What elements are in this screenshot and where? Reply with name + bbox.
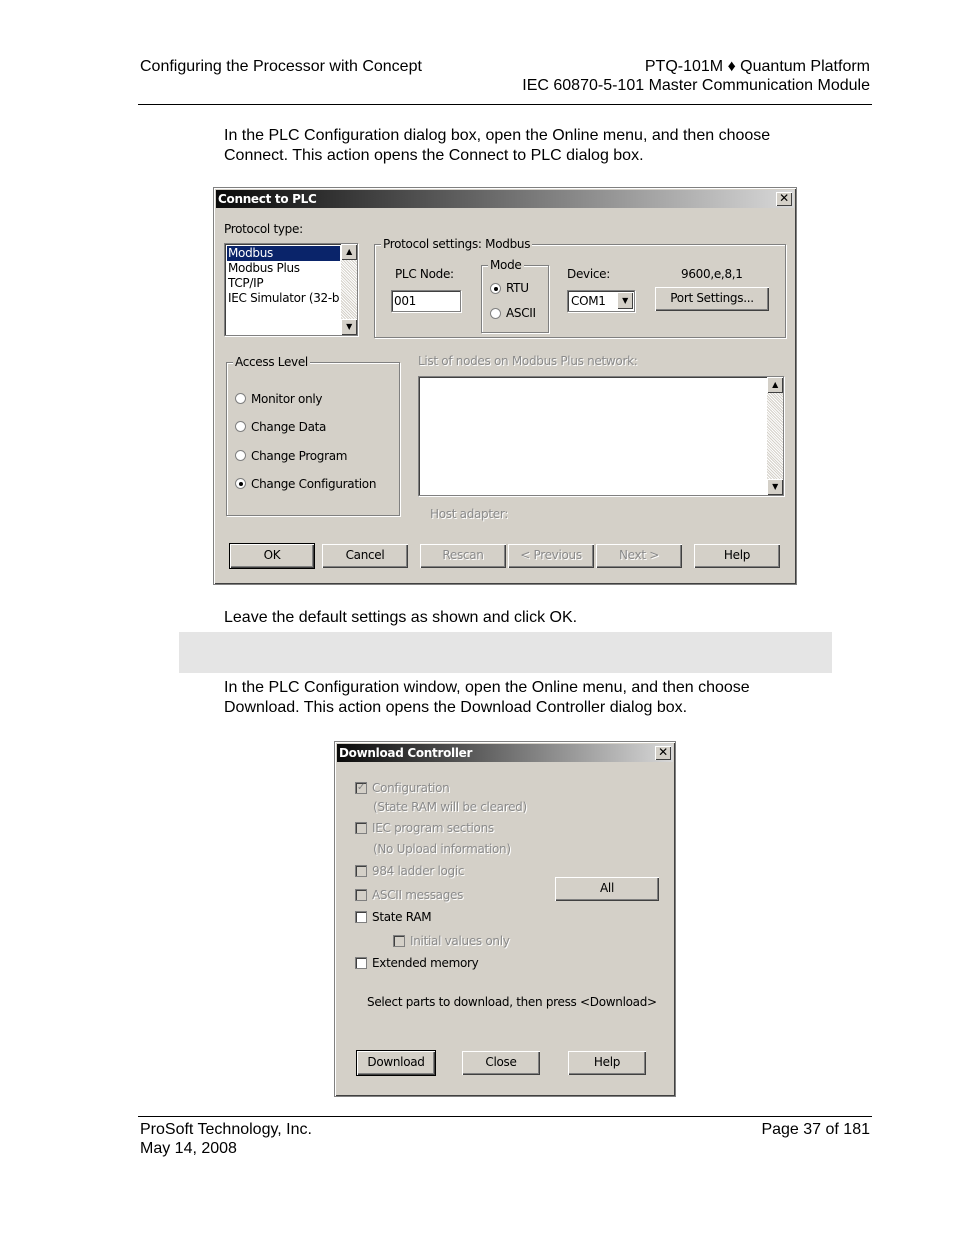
previous-button[interactable]: < Previous: [508, 544, 594, 568]
plc-node-label: PLC Node:: [395, 267, 454, 281]
shaded-spacer-band: [179, 632, 832, 673]
device-value: COM1: [571, 294, 606, 308]
access-change-program-radio[interactable]: [235, 450, 246, 461]
ladder-logic-label: 984 ladder logic: [372, 864, 465, 878]
connect-to-plc-dialog: [213, 187, 797, 585]
access-monitor-radio[interactable]: [235, 393, 246, 404]
access-change-data-radio[interactable]: [235, 421, 246, 432]
chevron-down-icon[interactable]: ▼: [617, 292, 633, 309]
download-controller-dialog: [334, 741, 676, 1097]
configuration-label: Configuration: [372, 781, 450, 795]
footer-date: May 14, 2008: [140, 1140, 237, 1157]
access-level-caption: Access Level: [235, 355, 308, 369]
next-button[interactable]: Next >: [596, 544, 682, 568]
iec-program-checkbox[interactable]: [355, 822, 367, 834]
paragraph-leave-defaults: Leave the default settings as shown and click OK.: [224, 609, 578, 626]
configuration-note: (State RAM will be cleared): [373, 800, 527, 814]
rescan-button[interactable]: Rescan: [420, 544, 506, 568]
download-button[interactable]: Download: [357, 1051, 435, 1075]
help-button[interactable]: Help: [568, 1051, 646, 1075]
header-product: PTQ-101M ♦ Quantum Platform: [644, 58, 870, 75]
paragraph-connect-line1: In the PLC Configuration dialog box, open the Online menu, and then choose: [224, 127, 771, 144]
ladder-logic-checkbox[interactable]: [355, 865, 367, 877]
mode-ascii-label: ASCII: [506, 306, 536, 320]
mode-caption: Mode: [490, 258, 522, 272]
mode-rtu-radio[interactable]: [490, 283, 501, 294]
close-button[interactable]: Close: [462, 1051, 540, 1075]
configuration-checkbox[interactable]: ✓: [356, 782, 366, 793]
port-settings-button[interactable]: Port Settings...: [655, 287, 769, 311]
protocol-scrollbar[interactable]: [341, 244, 357, 335]
nodes-scrollbar[interactable]: [767, 377, 783, 495]
dialog-titlebar: [337, 744, 673, 762]
access-change-data-label: Change Data: [251, 420, 327, 434]
header-section-title: Configuring the Processor with Concept: [140, 58, 422, 75]
protocol-item-tcpip[interactable]: TCP/IP: [228, 276, 264, 290]
header-module: IEC 60870-5-101 Master Communication Module: [522, 77, 870, 94]
paragraph-connect-line2: Connect. This action opens the Connect to PLC dialog box.: [224, 147, 644, 164]
all-button[interactable]: All: [555, 877, 659, 901]
download-instruction: Select parts to download, then press <Download>: [367, 995, 657, 1009]
iec-program-note: (No Upload information): [373, 842, 511, 856]
protocol-listbox[interactable]: [224, 243, 358, 336]
extended-memory-label: Extended memory: [372, 956, 479, 970]
paragraph-download-line1: In the PLC Configuration window, open the Online menu, and then choose: [224, 679, 750, 696]
mode-ascii-radio[interactable]: [490, 308, 501, 319]
iec-program-label: IEC program sections: [372, 821, 494, 835]
protocol-item-iec-simulator[interactable]: IEC Simulator (32-b: [228, 291, 340, 305]
paragraph-download-line2: Download. This action opens the Download Controller dialog box.: [224, 699, 688, 716]
footer-company: ProSoft Technology, Inc.: [140, 1121, 312, 1138]
scroll-down-icon[interactable]: ▼: [767, 479, 783, 495]
help-button[interactable]: Help: [694, 544, 780, 568]
access-change-configuration-label: Change Configuration: [251, 477, 377, 491]
access-monitor-label: Monitor only: [251, 392, 323, 406]
header-rule: [138, 104, 872, 105]
access-level-group: [226, 355, 400, 516]
footer-page-number: Page 37 of 181: [761, 1121, 870, 1138]
nodes-listbox[interactable]: [418, 376, 784, 496]
state-ram-label: State RAM: [372, 910, 432, 924]
initial-values-checkbox[interactable]: [393, 935, 405, 947]
cancel-button[interactable]: Cancel: [322, 544, 408, 568]
state-ram-checkbox[interactable]: [355, 911, 367, 923]
protocol-settings-group: [374, 237, 786, 338]
ascii-messages-checkbox[interactable]: [355, 889, 367, 901]
dialog-titlebar: [216, 190, 794, 208]
scroll-down-icon[interactable]: ▼: [341, 319, 357, 335]
mode-rtu-label: RTU: [506, 281, 529, 295]
close-icon[interactable]: ✕: [776, 192, 792, 206]
initial-values-label: Initial values only: [410, 934, 510, 948]
protocol-type-label: Protocol type:: [224, 222, 303, 236]
dialog-title: Connect to PLC: [218, 192, 317, 206]
ok-button[interactable]: OK: [230, 544, 314, 568]
extended-memory-checkbox[interactable]: [355, 957, 367, 969]
protocol-item-modbus[interactable]: Modbus: [227, 246, 340, 261]
host-adapter-label: Host adapter:: [430, 507, 509, 521]
device-select[interactable]: [567, 290, 635, 312]
close-icon[interactable]: ✕: [655, 746, 671, 760]
protocol-settings-caption: Protocol settings: Modbus: [383, 237, 531, 251]
dialog-title: Download Controller: [339, 746, 473, 760]
nodes-list-label: List of nodes on Modbus Plus network:: [418, 354, 638, 368]
ascii-messages-label: ASCII messages: [372, 888, 464, 902]
mode-group: [481, 258, 549, 333]
protocol-item-modbus-plus[interactable]: Modbus Plus: [228, 261, 300, 275]
plc-node-input[interactable]: 001: [391, 290, 461, 312]
footer-rule: [138, 1116, 872, 1117]
access-change-program-label: Change Program: [251, 449, 348, 463]
scroll-up-icon[interactable]: ▲: [767, 377, 783, 393]
scroll-up-icon[interactable]: ▲: [341, 244, 357, 260]
device-label: Device:: [567, 267, 610, 281]
access-change-configuration-radio[interactable]: [235, 478, 246, 489]
port-summary: 9600,e,8,1: [681, 267, 743, 281]
